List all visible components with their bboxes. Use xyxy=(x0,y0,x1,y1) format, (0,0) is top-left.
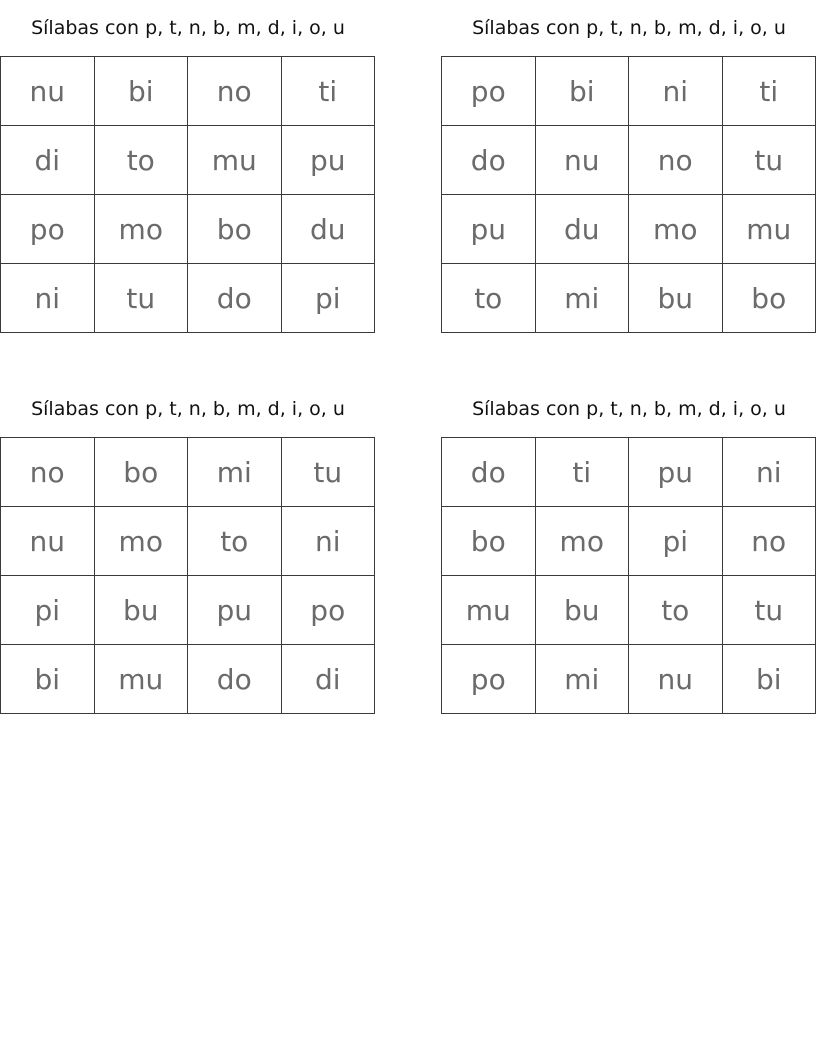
syllable-cell: mi xyxy=(188,438,282,507)
syllable-cell: mu xyxy=(94,645,188,714)
syllable-cell: tu xyxy=(722,576,816,645)
grid-row xyxy=(442,576,816,645)
syllable-cell: to xyxy=(629,576,723,645)
syllable-cell: po xyxy=(1,195,95,264)
syllable-cell: no xyxy=(722,507,816,576)
card-title: Sílabas con p, t, n, b, m, d, i, o, u xyxy=(472,398,786,420)
syllable-cell: bo xyxy=(94,438,188,507)
syllable-cell: mo xyxy=(94,507,188,576)
syllable-cell: bo xyxy=(188,195,282,264)
syllable-cell: bi xyxy=(722,645,816,714)
card-title: Sílabas con p, t, n, b, m, d, i, o, u xyxy=(31,398,345,420)
syllable-cell: po xyxy=(281,576,375,645)
syllable-cell: mo xyxy=(94,195,188,264)
syllable-cell: tu xyxy=(281,438,375,507)
grid-row xyxy=(442,126,816,195)
syllable-cell: do xyxy=(188,645,282,714)
syllable-cell: pi xyxy=(281,264,375,333)
syllable-cell: bi xyxy=(94,57,188,126)
grid-row xyxy=(442,438,816,507)
grid-row xyxy=(1,438,375,507)
syllable-cell: bu xyxy=(94,576,188,645)
grid-row xyxy=(1,507,375,576)
syllable-cell: du xyxy=(281,195,375,264)
syllable-cell: ni xyxy=(1,264,95,333)
syllable-cell: pu xyxy=(442,195,536,264)
syllable-cell: do xyxy=(442,126,536,195)
syllable-cell: ti xyxy=(281,57,375,126)
grid-row xyxy=(1,645,375,714)
card-title: Sílabas con p, t, n, b, m, d, i, o, u xyxy=(31,17,345,39)
syllable-cell: ni xyxy=(629,57,723,126)
syllable-cell: do xyxy=(442,438,536,507)
grid-row xyxy=(442,57,816,126)
syllable-cell: mo xyxy=(629,195,723,264)
syllable-cell: pi xyxy=(629,507,723,576)
grid-row xyxy=(1,126,375,195)
syllable-grid xyxy=(441,56,816,333)
syllable-grid xyxy=(441,437,816,714)
syllable-cell: bi xyxy=(1,645,95,714)
syllable-cell: ni xyxy=(281,507,375,576)
grid-row xyxy=(1,576,375,645)
syllable-cell: di xyxy=(281,645,375,714)
syllable-cell: nu xyxy=(1,507,95,576)
syllable-cell: no xyxy=(629,126,723,195)
syllable-cell: tu xyxy=(94,264,188,333)
syllable-card-1 xyxy=(0,0,376,333)
grid-row xyxy=(1,57,375,126)
syllable-cell: di xyxy=(1,126,95,195)
syllable-cell: to xyxy=(442,264,536,333)
syllable-cell: du xyxy=(535,195,629,264)
syllable-cell: nu xyxy=(629,645,723,714)
syllable-cell: mo xyxy=(535,507,629,576)
syllable-cell: no xyxy=(188,57,282,126)
grid-row xyxy=(442,264,816,333)
syllable-cell: bi xyxy=(535,57,629,126)
syllable-cell: bo xyxy=(722,264,816,333)
grid-row xyxy=(1,264,375,333)
syllable-cell: pi xyxy=(1,576,95,645)
syllable-cell: mu xyxy=(442,576,536,645)
syllable-cell: bo xyxy=(442,507,536,576)
syllable-cell: mu xyxy=(188,126,282,195)
syllable-cell: pu xyxy=(281,126,375,195)
card-title: Sílabas con p, t, n, b, m, d, i, o, u xyxy=(472,17,786,39)
syllable-cell: bu xyxy=(629,264,723,333)
syllable-cell: bu xyxy=(535,576,629,645)
syllable-cell: tu xyxy=(722,126,816,195)
syllable-cell: to xyxy=(188,507,282,576)
syllable-cell: nu xyxy=(535,126,629,195)
grid-row xyxy=(442,645,816,714)
syllable-cell: ni xyxy=(722,438,816,507)
syllable-cell: po xyxy=(442,57,536,126)
syllable-cell: mu xyxy=(722,195,816,264)
syllable-cell: nu xyxy=(1,57,95,126)
syllable-grid xyxy=(0,56,375,333)
syllable-card-3 xyxy=(0,381,376,714)
syllable-card-2 xyxy=(441,0,816,333)
syllable-cell: no xyxy=(1,438,95,507)
syllable-cell: mi xyxy=(535,645,629,714)
syllable-cell: to xyxy=(94,126,188,195)
syllable-cell: po xyxy=(442,645,536,714)
syllable-cell: mi xyxy=(535,264,629,333)
grid-row xyxy=(442,507,816,576)
grid-row xyxy=(1,195,375,264)
grid-row xyxy=(442,195,816,264)
syllable-grid xyxy=(0,437,375,714)
syllable-cell: pu xyxy=(629,438,723,507)
syllable-cell: ti xyxy=(722,57,816,126)
syllable-cell: ti xyxy=(535,438,629,507)
syllable-card-4 xyxy=(441,381,816,714)
syllable-cell: pu xyxy=(188,576,282,645)
syllable-cell: do xyxy=(188,264,282,333)
